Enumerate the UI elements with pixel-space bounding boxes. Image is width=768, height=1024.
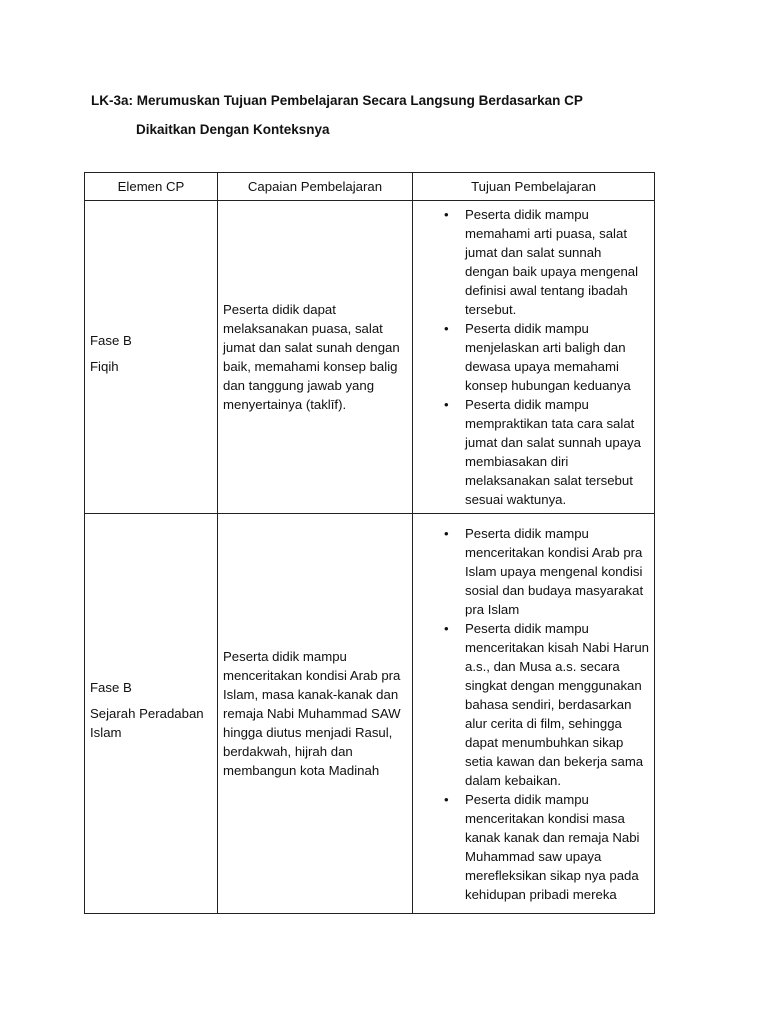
tujuan-cell <box>413 514 655 914</box>
tujuan-cell <box>413 201 655 514</box>
bullet-icon: • <box>444 321 449 336</box>
list-item <box>418 205 649 319</box>
capaian-cell: Peserta didik mampu menceritakan kondisi Arab pra Islam, masa kanak-kanak dan remaja Nabi Muhammad SAW hingga diutus menjadi Rasul, berdakwah, hijrah dan membangun kota Madinah <box>218 514 413 914</box>
bullet-icon: • <box>444 397 449 412</box>
tujuan-text: Peserta didik mampu menceritakan kondisi Arab pra Islam upaya mengenal kondisi sosial dan budaya masyarakat pra Islam <box>465 525 644 617</box>
elemen-label: Sejarah Peradaban Islam <box>90 706 204 740</box>
header-tujuan-pembelajaran: Tujuan Pembelajaran <box>413 173 655 201</box>
table-header-row <box>85 173 655 201</box>
list-item <box>418 790 649 904</box>
list-item <box>418 524 649 619</box>
table-row <box>85 201 655 514</box>
header-capaian-pembelajaran: Capaian Pembelajaran <box>218 173 413 201</box>
tujuan-list <box>418 524 649 904</box>
fase-label: Fase B <box>90 680 132 695</box>
elemen-label: Fiqih <box>90 359 119 374</box>
elemen-cell <box>85 201 218 514</box>
bullet-icon: • <box>444 791 449 807</box>
list-item <box>418 319 649 395</box>
tujuan-text: Peserta didik mampu menceritakan kisah Nabi Harun a.s., dan Musa a.s. secara singkat dengan menggunakan bahasa sendiri, berdasarkan alur cerita di film, sehingga dapat menumbuhkan sikap setia kawan dan bekerja sama dalam kebaikan. <box>465 620 649 788</box>
worksheet-title: LK-3a: Merumuskan Tujuan Pembelajaran Secara Langsung Berdasarkan CP <box>91 93 583 108</box>
learning-objectives-table <box>84 172 655 914</box>
tujuan-text: Peserta didik mampu menjelaskan arti baligh dan dewasa upaya memahami konsep hubungan keduanya <box>465 321 631 393</box>
tujuan-text: Peserta didik mampu mempraktikan tata cara salat jumat dan salat sunnah upaya membiasakan diri melaksanakan salat tersebut sesuai waktunya. <box>465 397 641 507</box>
capaian-cell: Peserta didik dapat melaksanakan puasa, salat jumat dan salat sunah dengan baik, memahami konsep balig dan tanggung jawab yang menyertainya (taklīf). <box>218 201 413 514</box>
bullet-icon: • <box>444 525 449 541</box>
table-row <box>85 514 655 914</box>
list-item <box>418 395 649 509</box>
fase-label: Fase B <box>90 333 132 348</box>
bullet-icon: • <box>444 620 449 636</box>
worksheet-subtitle: Dikaitkan Dengan Konteksnya <box>136 122 330 137</box>
tujuan-list <box>418 205 649 509</box>
header-elemen-cp: Elemen CP <box>85 173 218 201</box>
tujuan-text: Peserta didik mampu menceritakan kondisi masa kanak kanak dan remaja Nabi Muhammad saw upaya merefleksikan sikap nya pada kehidupan pribadi mereka <box>465 791 640 902</box>
tujuan-text: Peserta didik mampu memahami arti puasa, salat jumat dan salat sunnah dengan baik upaya mengenal definisi awal tentang ibadah tersebut. <box>465 207 639 317</box>
list-item <box>418 619 649 790</box>
elemen-cell <box>85 514 218 914</box>
bullet-icon: • <box>444 207 449 222</box>
